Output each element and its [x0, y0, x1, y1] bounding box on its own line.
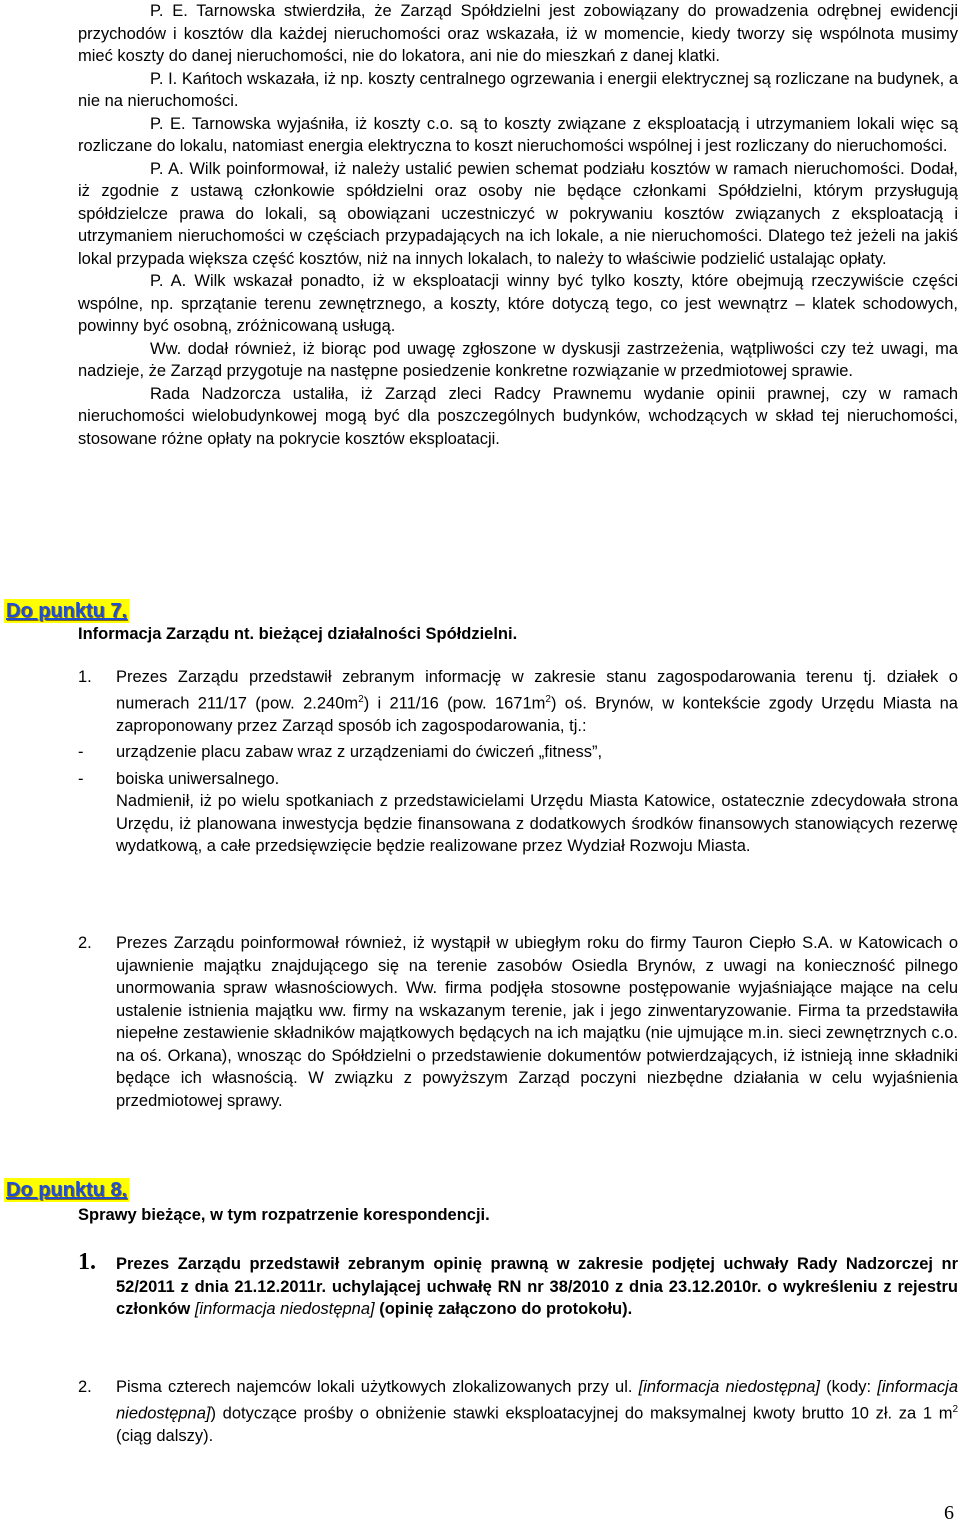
item-text: Nadmienił, iż po wielu spotkaniach z przedstawicielami Urzędu Miasta Katowice, ostatecznie zdecydowała strona Urzędu, iż planowana inwestycja będzie finansowana z dodatkowych środków finansowych stanowiących rezerwę wydatkową, a całe przedsięwzięcie będzie realizowane przez Wydział Rozwoju Miasta. [116, 792, 958, 855]
paragraph: P. A. Wilk poinformował, iż należy ustalić pewien schemat podziału kosztów w ramach nieruchomości. Dodał, iż zgodnie z ustawą członkowie spółdzielni oraz osoby nie będące członkami Spółdzielni, którym przysługują spółdzielcze prawa do lokali, są obowiązani uczestniczyć w pokrywaniu kosztów związanych z eksploatacją i utrzymaniem nieruchomości w częściach przypadających na ich lokale, a nie nieruchomości. Dlatego też jeżeli na jakiś lokal przypada większa część kosztów, niż na innych lokalach, to należy to właściwie podzielić ustalając opłaty. [78, 159, 958, 268]
superscript: 2 [358, 693, 364, 705]
redacted-text: [informacja niedostępna] [194, 1300, 375, 1318]
list-item [78, 1376, 958, 1447]
redacted-text: [informacja niedostępna] [116, 1378, 958, 1422]
dash-item: - urządzenie placu zabaw wraz z urządzeniami do ćwiczeń „fitness”, [78, 743, 603, 761]
paragraph: P. E. Tarnowska wyjaśniła, iż koszty c.o. są to koszty związane z eksploatacją i utrzymaniem lokali więc są rozliczane do lokalu, natomiast energia elektryczna to koszt nieruchomości wspólnej i jest rozliczany do nieruchomości. [78, 114, 958, 155]
section-subtitle-8: Sprawy bieżące, w tym rozpatrzenie korespondencji. [78, 1206, 490, 1224]
list-item [78, 666, 958, 858]
dash-text: boiska uniwersalnego. [116, 769, 280, 788]
list-item [78, 1249, 958, 1321]
dash-text: urządzenie placu zabaw wraz z urządzeniami do ćwiczeń „fitness”, [116, 743, 603, 761]
item-text: Pisma czterech najemców lokali użytkowych zlokalizowanych przy ul. [116, 1378, 639, 1396]
item-text: (opinię załączono do protokołu). [374, 1300, 633, 1318]
discussion-block [78, 0, 958, 450]
list-item [78, 932, 958, 1112]
section-subtitle-7: Informacja Zarządu nt. bieżącej działalności Spółdzielni. [78, 625, 518, 643]
list-number: 1. [78, 1249, 96, 1275]
paragraph: Ww. dodał również, iż biorąc pod uwagę zgłoszone w dyskusji zastrzeżenia, wątpliwości czy też uwagi, ma nadzieje, że Zarząd przygotuje na następne posiedzenie konkretne rozwiązanie w przedmiotowej sprawie. [78, 339, 958, 380]
section-heading-7: Do punktu 7. [6, 600, 128, 622]
page-number: 6 [944, 1502, 954, 1524]
list-item-body [78, 666, 958, 858]
item-text: ) oś. Brynów, w kontekście zgody Urzędu Miasta na zaproponowany przez Zarząd sposób ich zagospodarowania, tj.: [116, 694, 958, 735]
superscript: 2 [545, 693, 551, 705]
item-text: ) dotyczące prośby o obniżenie stawki eksploatacyjnej do maksymalnej kwoty brutto 10 zł. za 1 m [210, 1404, 953, 1422]
paragraph: P. E. Tarnowska stwierdziła, że Zarząd Spółdzielni jest zobowiązany do prowadzenia odrębnej ewidencji przychodów i kosztów dla każdej nieruchomości oraz wskazała, iż w momencie, kiedy tworzy się wspólnota musimy mieć koszty do danej nieruchomości, nie do lokatora, ani nie do mieszkań z danej klatki. [78, 2, 958, 65]
item-text: (kody: [820, 1378, 878, 1396]
list-item-body [116, 1253, 958, 1321]
list-number: 1. [78, 668, 92, 686]
paragraph: Rada Nadzorcza ustaliła, iż Zarząd zleci Radcy Prawnemu wydanie opinii prawnej, czy w ramach nieruchomości wielobudynkowej mogą być dla poszczególnych budynków, wchodzących w skład tej nieruchomości, stosowane różne opłaty na pokrycie kosztów eksploatacji. [78, 384, 958, 448]
item-text: Prezes Zarządu przedstawił zebranym informację w zakresie stanu zagospodarowania terenu tj. działek o numerach 211/17 (pow. 2.240m [116, 668, 958, 712]
section-heading-8: Do punktu 8. [6, 1179, 128, 1201]
paragraph: P. A. Wilk wskazał ponadto, iż w eksploatacji winny być tylko koszty, które obejmują rzeczywiście części wspólne, np. sprzątanie terenu zewnętrznego, a koszty, które dotyczą tego, co jest wewnątrz – klatek schodowych, powinny być osobną, zróżnicowaną usługą. [78, 272, 958, 335]
item-text: ) i 211/16 (pow. 1671m [363, 694, 546, 712]
list-number: 2. [78, 934, 92, 952]
list-number: 2. [78, 1378, 92, 1396]
item-text: (ciąg dalszy). [116, 1426, 214, 1445]
list-item-body: Prezes Zarządu poinformował również, iż wystąpił w ubiegłym roku do firmy Tauron Ciepło S.A. w Katowicach o ujawnienie majątku znajdującego się na terenie zasobów Osiedla Brynów, z uwagi na konieczność pilnego unormowania spraw własnościowych. Ww. firma podjęła stosowne postępowanie wyjaśniające mające na celu ustalenie istnienia majątku ww. firmy na wskazanym terenie, jak i jego zinwentaryzowanie. Firma ta przedstawiła niepełne zestawienie składników majątkowych będących na ich majątku (nie ujmujące m.in. sieci zewnętrznych c.o. na oś. Orkana), wnosząc do Spółdzielni o przedstawienie dokumentów potwierdzających, iż istnieją inne składniki będące ich własnością. W związku z powyższym Zarząd poczyni niezbędne działania w celu wyjaśnienia przedmiotowej sprawy. [116, 934, 958, 1110]
item-text: Prezes Zarządu przedstawił zebranym opinię prawną w zakresie podjętej uchwały Rady Nadzorczej nr 52/2011 z dnia 21.12.2011r. uchylającej uchwałę RN nr 38/2010 z dnia 23.12.2010r. o wykreśleniu z rejestru członków [116, 1255, 958, 1318]
list-item-body [116, 1376, 958, 1447]
redacted-text: [informacja niedostępna] [638, 1378, 820, 1396]
superscript: 2 [952, 1403, 958, 1415]
dash-item: - boiska uniwersalnego. [78, 769, 280, 788]
paragraph: P. I. Kańtoch wskazała, iż np. koszty centralnego ogrzewania i energii elektrycznej są rozliczane na budynek, a nie na nieruchomości. [78, 69, 958, 110]
